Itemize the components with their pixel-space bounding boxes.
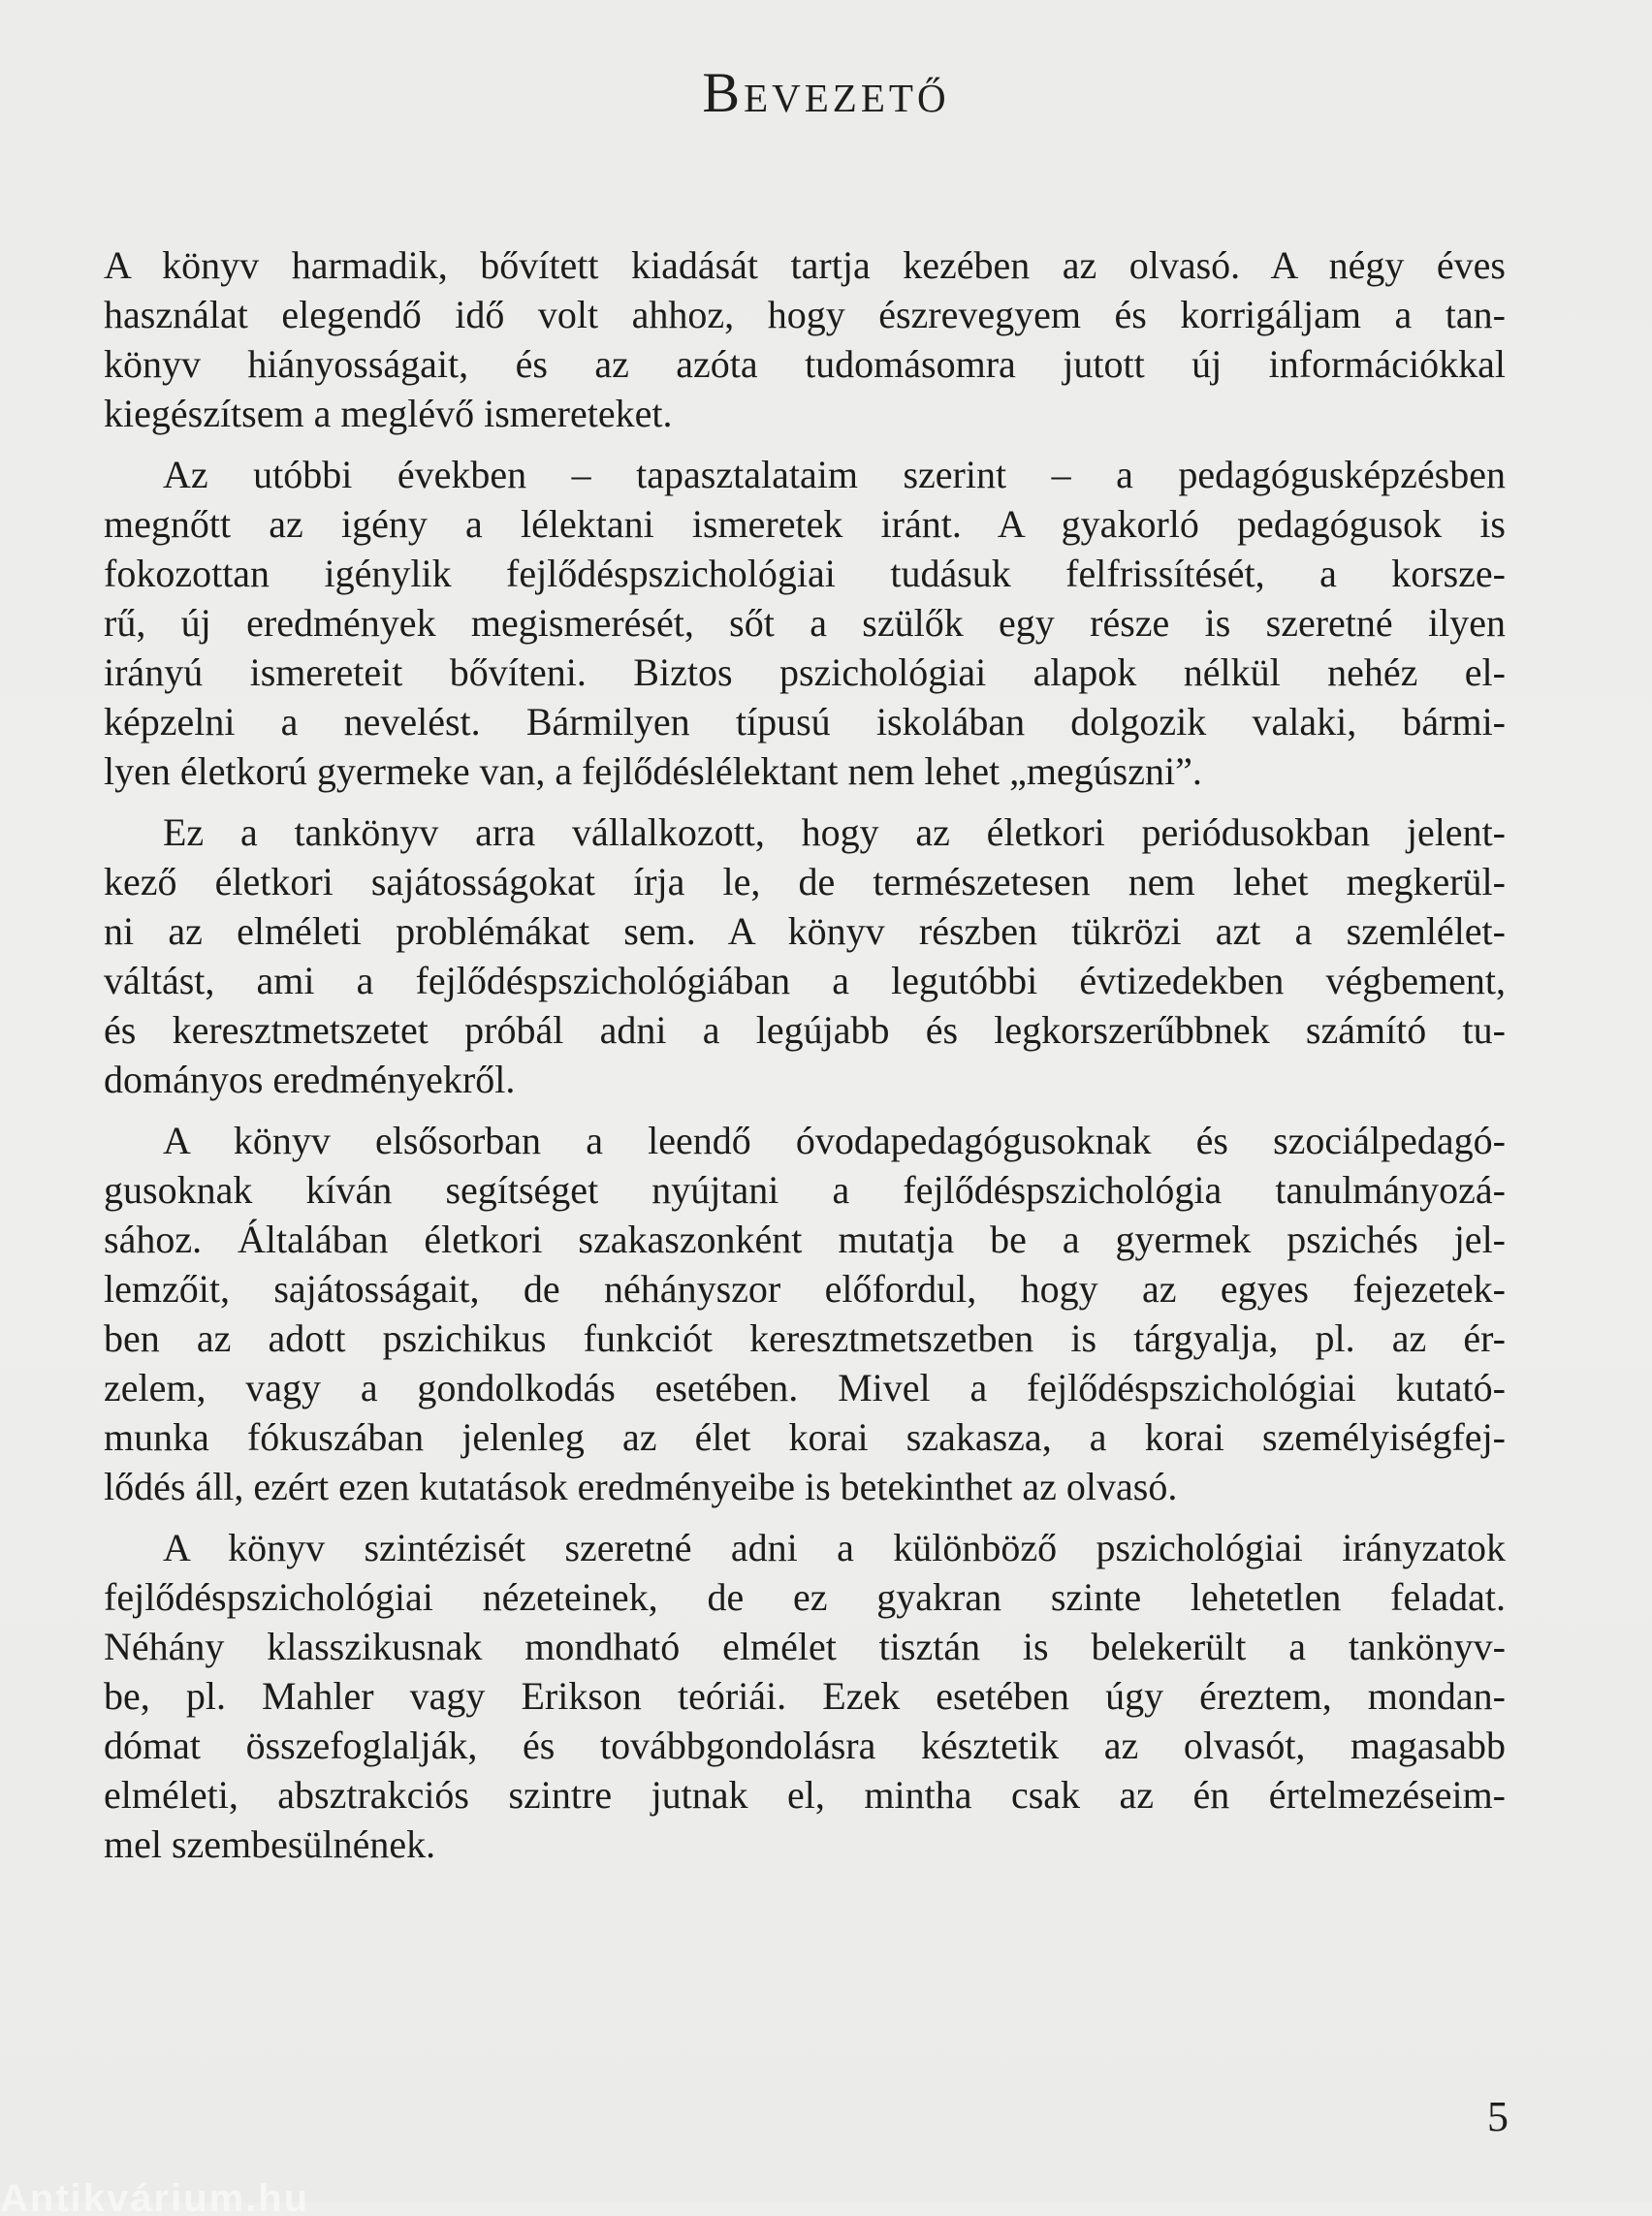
text-line: rű, új eredmények megismerését, sőt a szülők egy része is szeretné ilyen [104,601,1506,645]
text-line: dómat összefoglalják, és továbbgondolásra késztetik az olvasót, magasabb [104,1724,1506,1767]
paragraph-5 [104,1523,1506,1869]
page-number: 5 [1487,2093,1509,2140]
text-line: lődés áll, ezért ezen kutatások eredményeibe is betekinthet az olvasó. [104,1465,1178,1508]
text-line: kiegészítsem a meglévő ismereteket. [104,392,673,435]
text-line: munka fókuszában jelenleg az élet korai szakasza, a korai személyiségfej- [104,1415,1506,1459]
text-line: kező életkori sajátosságokat írja le, de természetesen nem lehet megkerül- [104,860,1506,903]
text-line: dományos eredményekről. [104,1058,516,1101]
text-line: ni az elméleti problémákat sem. A könyv részben tükrözi azt a szemlélet- [104,909,1506,953]
text-line: fokozottan igénylik fejlődéspszichológiai tudásuk felfrissítését, a korsze- [104,552,1506,595]
text-line: be, pl. Mahler vagy Erikson teóriái. Ezek esetében úgy éreztem, mondan- [104,1674,1506,1718]
text-line: használat elegendő idő volt ahhoz, hogy észrevegyem és korrigáljam a tan- [104,293,1506,336]
text-line: Ez a tankönyv arra vállalkozott, hogy az életkori periódusokban jelent- [163,810,1506,854]
text-line: zelem, vagy a gondolkodás esetében. Mivel a fejlődéspszichológiai kutató- [104,1366,1506,1409]
paragraph-3 [104,807,1506,1104]
paragraph-4 [104,1116,1506,1511]
paragraph-2 [104,450,1506,796]
watermark: Antikvárium.hu [0,2177,310,2216]
text-line: fejlődéspszichológiai nézeteinek, de ez gyakran szinte lehetetlen feladat. [104,1575,1506,1619]
text-line: lyen életkorú gyermeke van, a fejlődéslélektant nem lehet „megúszni”. [104,749,1202,793]
text-line: Néhány klasszikusnak mondható elmélet tisztán is belekerült a tankönyv- [104,1625,1506,1668]
page-title: Bevezető [702,61,950,124]
text-line: irányú ismereteit bővíteni. Biztos pszichológiai alapok nélkül nehéz el- [104,650,1506,694]
text-line: sához. Általában életkori szakaszonként mutatja be a gyermek pszichés jel- [104,1218,1506,1261]
text-line: gusoknak kíván segítséget nyújtani a fejlődéspszichológia tanulmányozá- [104,1168,1506,1212]
text-line: A könyv elsősorban a leendő óvodapedagógusoknak és szociálpedagó- [163,1119,1506,1162]
text-line: A könyv szintézisét szeretné adni a különböző pszichológiai irányzatok [163,1526,1506,1569]
paragraph-1 [104,240,1506,438]
text-line: lemzőit, sajátosságait, de néhányszor előfordul, hogy az egyes fejezetek- [104,1267,1506,1311]
text-line: és keresztmetszetet próbál adni a legújabb és legkorszerűbbnek számító tu- [104,1008,1506,1052]
text-line: elméleti, absztrakciós szintre jutnak el, mintha csak az én értelmezéseim- [104,1773,1506,1817]
text-line: A könyv harmadik, bővített kiadását tartja kezében az olvasó. A négy éves [104,243,1506,287]
text-line: könyv hiányosságait, és az azóta tudomásomra jutott új információkkal [104,342,1506,386]
text-line: ben az adott pszichikus funkciót keresztmetszetben is tárgyalja, pl. az ér- [104,1316,1506,1360]
text-line: mel szembesülnének. [104,1822,436,1866]
text-line: váltást, ami a fejlődéspszichológiában a legutóbbi évtizedekben végbement, [104,959,1506,1002]
text-line: képzelni a nevelést. Bármilyen típusú iskolában dolgozik valaki, bármi- [104,700,1506,744]
body-text [104,240,1506,1881]
text-line: megnőtt az igény a lélektani ismeretek iránt. A gyakorló pedagógusok is [104,502,1506,546]
text-line: Az utóbbi években – tapasztalataim szerint – a pedagógusképzésben [163,453,1506,496]
